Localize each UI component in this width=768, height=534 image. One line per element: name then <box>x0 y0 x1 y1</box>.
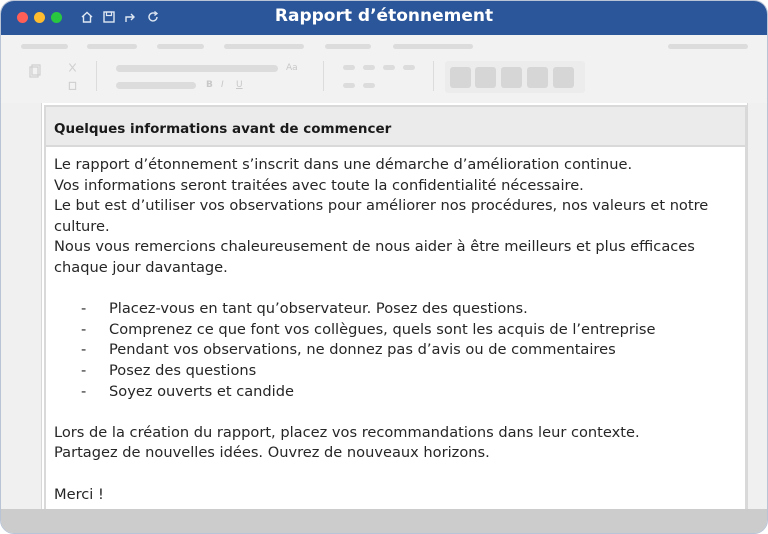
window-title: Rapport d’étonnement <box>274 6 494 26</box>
info-panel <box>44 105 747 529</box>
ribbon-tab[interactable] <box>325 44 371 49</box>
ribbon-tab[interactable] <box>157 44 204 49</box>
style-swatch[interactable] <box>553 67 574 88</box>
font-size-label[interactable]: Aa <box>286 63 298 73</box>
align-right-icon[interactable] <box>383 65 395 70</box>
panel-body <box>46 147 745 505</box>
thanks-line: Merci ! <box>54 485 104 503</box>
cut-icon[interactable] <box>67 62 78 73</box>
list-item: - Comprenez ce que font vos collègues, quels sont les acquis de l’entreprise <box>81 320 656 338</box>
panel-header: Quelques informations avant de commencer <box>46 107 745 147</box>
copy-icon[interactable] <box>67 80 78 91</box>
ribbon-tab[interactable] <box>393 44 473 49</box>
intro-paragraph: Le but est d’utiliser vos observations pour améliorer nos procédures, nos valeurs et notre culture. <box>54 197 709 235</box>
paste-icon[interactable] <box>28 64 42 78</box>
align-center-icon[interactable] <box>363 65 375 70</box>
font-size-select[interactable] <box>116 82 196 89</box>
intro-paragraph: Le rapport d’étonnement s’inscrit dans une démarche d’amélioration continue. <box>54 156 633 173</box>
style-swatch[interactable] <box>501 67 522 88</box>
bullet-list-icon[interactable] <box>343 83 355 88</box>
intro-paragraph: Nous vous remercions chaleureusement de nous aider à être meilleurs et plus efficaces chaque jour davantage. <box>54 238 695 276</box>
style-swatch[interactable] <box>527 67 548 88</box>
numbered-list-icon[interactable] <box>363 83 375 88</box>
bullet-list <box>54 299 745 402</box>
ribbon-tab[interactable] <box>21 44 68 49</box>
font-family-select[interactable] <box>116 65 278 72</box>
list-item: - Soyez ouverts et candide <box>81 382 294 400</box>
ribbon-tab[interactable] <box>668 44 748 49</box>
list-item: - Placez-vous en tant qu’observateur. Posez des questions. <box>81 300 528 318</box>
ribbon-tab[interactable] <box>224 44 304 49</box>
ribbon-toolbar <box>1 35 767 103</box>
list-item: - Posez des questions <box>81 361 257 379</box>
underline-button[interactable]: U <box>236 80 243 90</box>
document-page[interactable] <box>41 103 748 533</box>
document-area <box>1 103 767 509</box>
bold-button[interactable]: B <box>206 80 213 90</box>
closing-paragraph: Partagez de nouvelles idées. Ouvrez de nouveaux horizons. <box>54 444 490 462</box>
closing-paragraph: Lors de la création du rapport, placez vos recommandations dans leur contexte. <box>54 423 640 441</box>
justify-icon[interactable] <box>403 65 415 70</box>
list-item: - Pendant vos observations, ne donnez pas d’avis ou de commentaires <box>81 341 616 359</box>
align-left-icon[interactable] <box>343 65 355 70</box>
status-bar <box>1 509 767 533</box>
title-bar <box>1 1 767 35</box>
italic-button[interactable]: I <box>221 80 224 90</box>
ribbon-tab[interactable] <box>87 44 137 49</box>
intro-paragraph: Vos informations seront traitées avec toute la confidentialité nécessaire. <box>54 176 584 194</box>
styles-gallery <box>445 61 585 93</box>
style-swatch[interactable] <box>450 67 471 88</box>
style-swatch[interactable] <box>475 67 496 88</box>
